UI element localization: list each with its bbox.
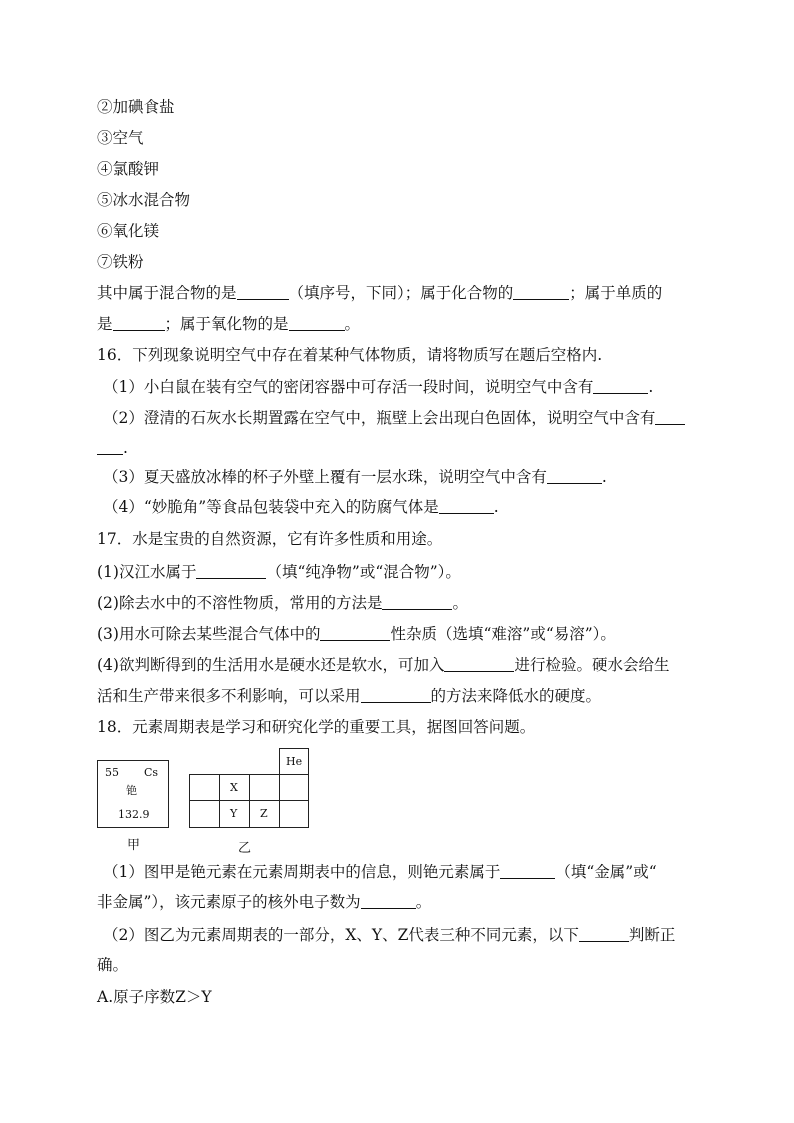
list-item: ⑦铁粉 (97, 253, 144, 271)
cell-label: Z (260, 807, 268, 820)
cell-label: X (230, 781, 238, 794)
q15-text: （填序号，下同）；属于化合物的 (288, 284, 514, 302)
q16-stem: 16．下列现象说明空气中存在着某种气体物质，请将物质写在题后空格内. (97, 346, 603, 364)
q16-text: . (493, 498, 499, 516)
q15-text: ；属于氧化物的是 (164, 315, 289, 333)
table-cell-x (219, 774, 250, 801)
q17-stem: 17．水是宝贵的自然资源，它有许多性质和用途。 (97, 530, 443, 548)
q16-text: . (601, 468, 607, 486)
q15-line1 (97, 283, 662, 303)
q16-text: （4）“妙脆角”等食品包装袋中充入的防腐气体是 (103, 498, 439, 516)
q16-part2-cont (97, 438, 128, 458)
q17-text: (4)欲判断得到的生活用水是硬水还是软水，可加入 (97, 656, 445, 674)
list-item: ③空气 (97, 129, 144, 147)
q18-text: 。 (415, 893, 432, 911)
list-item: ④氯酸钾 (97, 160, 160, 178)
list-item: ②加碘食盐 (97, 98, 175, 116)
q17-part2 (97, 593, 468, 613)
answer-blank[interactable] (237, 284, 289, 300)
table-cell (189, 800, 220, 828)
q17-text: 性杂质（选填“难溶”或“易溶”）。 (390, 625, 616, 643)
atomic-mass: 132.9 (118, 808, 150, 821)
q16-text: （3）夏天盛放冰棒的杯子外壁上覆有一层水珠，说明空气中含有 (103, 468, 547, 486)
answer-blank[interactable] (113, 315, 165, 331)
q16-text: . (648, 378, 654, 396)
q16-part1 (103, 377, 653, 397)
answer-blank[interactable] (196, 563, 266, 579)
answer-blank[interactable] (439, 498, 494, 514)
q17-text: 的方法来降低水的硬度。 (430, 687, 602, 705)
q17-text: 活和生产带来很多不利影响，可以采用 (97, 687, 361, 705)
q17-text: (1)汉江水属于 (97, 563, 197, 581)
table-cell (279, 774, 309, 801)
q15-line2 (97, 314, 360, 334)
q16-text: （1）小白鼠在装有空气的密闭容器中可存活一段时间，说明空气中含有 (103, 378, 594, 396)
answer-blank[interactable] (361, 893, 416, 909)
q16-part3 (103, 467, 607, 487)
q15-text: 。 (344, 315, 361, 333)
q18-stem: 18．元素周期表是学习和研究化学的重要工具，据图回答问题。 (97, 718, 536, 736)
q17-text: 进行检验。硬水会给生 (514, 656, 670, 674)
q18-part1-cont (97, 892, 431, 912)
q17-part4-cont (97, 686, 601, 706)
table-cell (279, 800, 309, 828)
q18-text: （填“金属”或“ (555, 863, 657, 881)
figure-caption-jia: 甲 (127, 838, 141, 853)
q17-part3 (97, 624, 616, 644)
q17-text: （填“纯净物”或“混合物”）。 (266, 563, 461, 581)
figure-caption-yi: 乙 (238, 841, 252, 856)
list-item: ⑤冰水混合物 (97, 191, 191, 209)
q18-part1 (103, 862, 657, 882)
table-cell (249, 774, 280, 801)
cell-label: Y (230, 807, 238, 820)
q15-text: ；属于单质的 (569, 284, 663, 302)
table-cell-he (279, 748, 309, 775)
q17-part1 (97, 562, 461, 582)
element-name: 铯 (126, 784, 137, 797)
answer-blank[interactable] (444, 656, 514, 672)
table-cell (189, 774, 220, 801)
answer-blank[interactable] (513, 284, 569, 300)
q17-part4 (97, 655, 669, 675)
q16-part4 (103, 497, 499, 517)
answer-blank[interactable] (655, 409, 685, 425)
answer-blank[interactable] (547, 468, 602, 484)
table-cell-y (219, 800, 250, 828)
list-item: ⑥氧化镁 (97, 222, 160, 240)
q18-part2-cont: 确。 (97, 956, 129, 974)
answer-blank[interactable] (593, 378, 648, 394)
answer-blank[interactable] (382, 594, 452, 610)
q18-option-a: A.原子序数Z＞Y (97, 988, 212, 1006)
answer-blank[interactable] (579, 926, 629, 942)
q16-text: . (123, 439, 128, 457)
table-cell-z (249, 800, 280, 828)
element-symbol: Cs (144, 766, 159, 779)
answer-blank[interactable] (361, 687, 431, 703)
answer-blank[interactable] (97, 439, 123, 455)
q15-text: 其中属于混合物的是 (97, 284, 237, 302)
answer-blank[interactable] (500, 863, 555, 879)
q18-text: 非金属”），该元素原子的核外电子数为 (97, 893, 361, 911)
q18-text: （1）图甲是铯元素在元素周期表中的信息，则铯元素属于 (103, 863, 501, 881)
q18-text: 判断正 (628, 926, 676, 944)
answer-blank[interactable] (289, 315, 345, 331)
q18-part2 (103, 925, 675, 945)
q15-text: 是 (97, 315, 113, 333)
q18-text: （2）图乙为元素周期表的一部分，X、Y、Z代表三种不同元素，以下 (103, 926, 579, 944)
cell-label: He (286, 755, 303, 768)
q17-text: (3)用水可除去某些混合气体中的 (97, 625, 321, 643)
q17-text: 。 (452, 594, 468, 612)
q17-text: (2)除去水中的不溶性物质，常用的方法是 (97, 594, 383, 612)
element-card-cs (97, 760, 169, 828)
atomic-number: 55 (105, 766, 119, 779)
q16-part2 (103, 408, 685, 428)
answer-blank[interactable] (320, 625, 390, 641)
q16-text: （2）澄清的石灰水长期置露在空气中，瓶壁上会出现白色固体，说明空气中含有 (103, 409, 656, 427)
